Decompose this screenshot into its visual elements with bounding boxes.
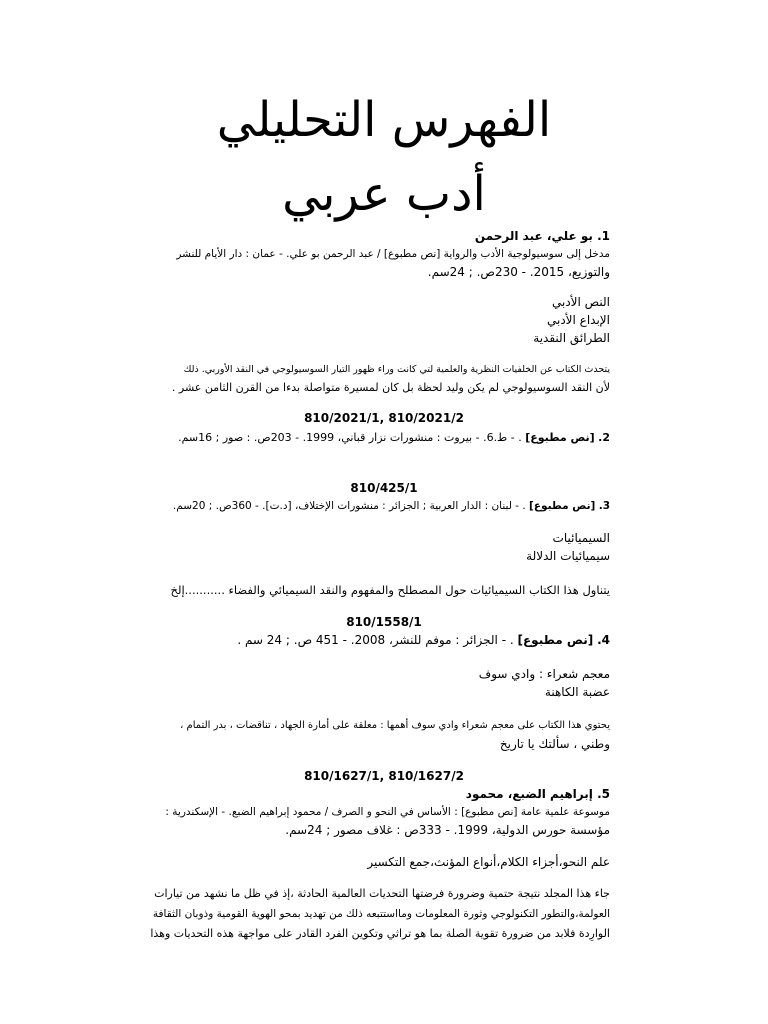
entry-5-number: 5. bbox=[597, 787, 610, 801]
entry-3-subject: سيميائيات الدلالة bbox=[526, 549, 610, 563]
entry-3-desc: . - لبنان : الدار العربية ; الجزائر : منشورات الإختلاف، [د.ت]. - 360ص. ; 20سم. bbox=[172, 500, 526, 512]
entry-1-subject: النص الأدبي bbox=[552, 295, 610, 309]
entry-5-abstract-line2: العولمة،والتطور التكنولوجي وثورة المعلومات ومااستتبعه ذلك من تهديد بمحو الهوية القومية وذوبان الثقافة bbox=[152, 908, 610, 920]
entry-1-abstract-line1: يتحدث الكتاب عن الخلفيات النظرية والعلمية لتي كانت وراء ظهور التيار السوسيولوجي في النقد الأوربي. ذلك bbox=[183, 364, 610, 375]
entry-4-type: [نص مطبوع] bbox=[517, 633, 594, 647]
entry-4-line bbox=[170, 630, 610, 650]
entry-1-abstract-line2: لأن النقد السوسيولوجي لم يكن وليد لحظة بل كان لمسيرة متواصلة بدءا من القرن الثامن عشر . bbox=[171, 381, 610, 394]
entry-3-abstract: يتناول هذا الكتاب السيميائيات حول المصطلح والمفهوم والنقد السيميائي والفضاء ...........إلخ bbox=[170, 583, 610, 597]
entry-1-number: 1. bbox=[597, 229, 610, 243]
entry-2-number: 2. bbox=[598, 431, 610, 444]
entry-2-desc: . - ط.6. - بيروت : منشورات نزار قباني، 1999. - 203ص. : صور ; 16سم. bbox=[178, 431, 522, 444]
entry-5-heading bbox=[170, 784, 610, 804]
entry-2-type: [نص مطبوع] bbox=[525, 431, 595, 444]
entry-1-desc-line2: والتوزيع، 2015. - 230ص. ; 24سم. bbox=[427, 265, 610, 279]
entry-5-author: إبراهيم الضبع، محمود bbox=[465, 787, 593, 801]
entry-1-call-number: 810/2021/1, 810/2021/2 bbox=[304, 411, 464, 425]
entry-2-line bbox=[170, 428, 610, 448]
entry-3-call-number: 810/1558/1 bbox=[346, 615, 422, 629]
entry-5-abstract-line3: الوارِدة فلابد من ضرورة تقوية الصلة بما هو تراثي وتكوين الفرد القادر على مواجهة هذه التحديات وهذا bbox=[150, 927, 610, 940]
entry-1-subject: الطرائق النقدية bbox=[533, 331, 610, 345]
entry-1-desc-line1: مدخل إلى سوسيولوجية الأدب والرواية [نص مطبوع] / عبد الرحمن بو علي. - عمان : دار الأيام للنشر bbox=[176, 248, 610, 260]
entry-3-line bbox=[170, 496, 610, 516]
entry-4-desc: . - الجزائر : موفم للنشر، 2008. - 451 ص. ; 24 سم . bbox=[237, 633, 514, 647]
entry-4-number: 4. bbox=[597, 633, 610, 647]
entry-4-subject: معجم شعراء : وادي سوف bbox=[478, 667, 610, 681]
catalog-subtitle: أدب عربي bbox=[282, 166, 486, 222]
entry-4-call-number: 810/1627/1, 810/1627/2 bbox=[304, 769, 464, 783]
entry-2-call-number: 810/425/1 bbox=[350, 481, 418, 495]
entry-5-desc-line2: مؤسسة حورس الدولية، 1999. - 333ص : غلاف مصور ; 24سم. bbox=[285, 823, 610, 837]
entry-4-subject: عضبة الكاهنة bbox=[544, 685, 610, 699]
entry-1-subject: الإبداع الأدبي bbox=[547, 313, 610, 327]
entry-3-number: 3. bbox=[598, 500, 610, 512]
entry-1-author: بو علي، عبد الرحمن bbox=[474, 229, 593, 243]
entry-5-subjects: علم النحو،أجزاء الكلام،أنواع المؤنث،جمع التكسير bbox=[367, 855, 610, 869]
entry-4-abstract-line1: يحتوي هذا الكتاب على معجم شعراء وادي سوف أهمها : معلقة على أمارة الجهاد ، تناقضات ، بدر التمام ، bbox=[180, 720, 610, 731]
entry-1-heading bbox=[170, 226, 610, 246]
entry-5-desc-line1: موسوعة علمية عامة [نص مطبوع] : الأساس في النحو و الصرف / محمود إبراهيم الضبع. - الإسكندرية : bbox=[165, 806, 610, 818]
entry-3-subject: السيميائيات bbox=[552, 531, 610, 545]
entry-5-abstract-line1: جاء هذا المجلد نتيجة حتمية وضرورة فرضتها التحديات العالمية الحادثة ،إذ في ظل ما نشهد من تيارات bbox=[154, 887, 610, 900]
entry-4-abstract-line2: وطني ، سألتك يا تاريخ bbox=[499, 737, 610, 751]
catalog-title: الفهرس التحليلي bbox=[216, 92, 552, 148]
entry-3-type: [نص مطبوع] bbox=[529, 500, 596, 512]
